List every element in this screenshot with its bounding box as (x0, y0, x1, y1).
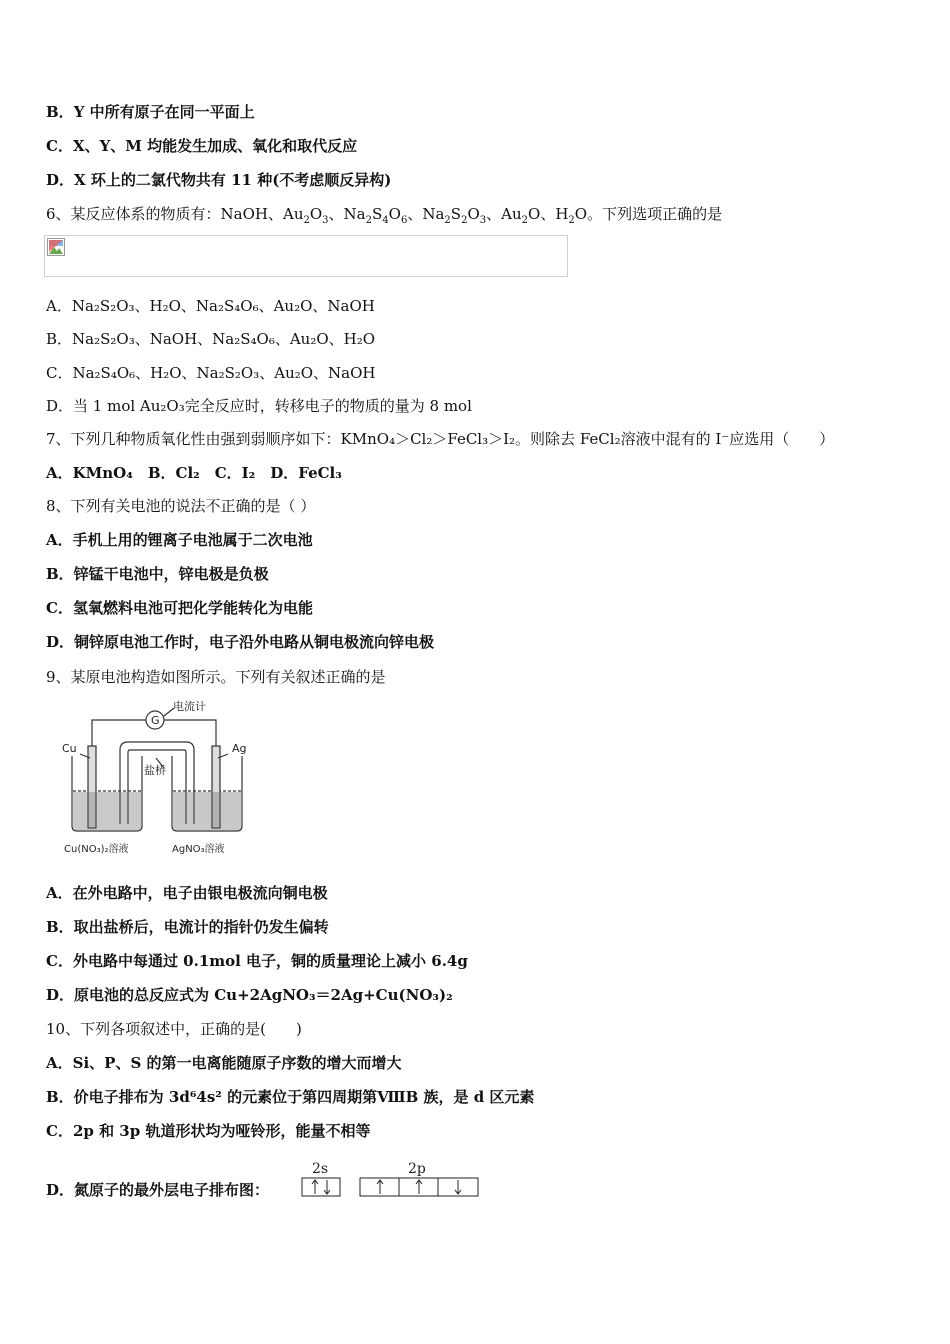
option-label: B． (46, 103, 74, 121)
option-label: C． (46, 137, 73, 155)
q10-option-b: B．价电子排布为 3d⁶4s² 的元素位于第四周期第ⅧB 族，是 d 区元素 (46, 1088, 535, 1106)
q5-option-d (46, 170, 391, 190)
arrow-up (377, 1180, 383, 1194)
galvanometer-label: G (151, 714, 160, 727)
cu-label: Cu (62, 742, 77, 755)
subscript: 6 (400, 215, 408, 226)
q6-stem-part: O (309, 205, 323, 223)
option-label: D． (46, 171, 75, 189)
arrow-down (324, 1180, 330, 1194)
q6-stem-part: O、H (528, 205, 569, 223)
q5-option-b (46, 102, 255, 122)
right-solution (173, 792, 241, 830)
salt-bridge-label: 盐桥 (144, 764, 166, 777)
subscript: 3 (479, 215, 487, 226)
q10-option-d: D．氮原子的最外层电子排布图： (46, 1181, 270, 1199)
q6-option-d: D．当 1 mol Au₂O₃完全反应时，转移电子的物质的量为 8 mol (46, 397, 472, 415)
option-text: X 环上的二氯代物共有 11 种(不考虑顺反异构) (74, 171, 392, 189)
q9-stem: 9、某原电池构造如图所示。下列有关叙述正确的是 (46, 668, 386, 686)
q6-stem (46, 204, 722, 231)
subscript: 4 (382, 215, 389, 226)
q9-option-a: A．在外电路中，电子由银电极流向铜电极 (46, 884, 328, 902)
ag-label: Ag (232, 742, 247, 755)
q7-stem: 7、下列几种物质氧化性由强到弱顺序如下：KMnO₄＞Cl₂＞FeCl₃＞I₂。则除去 FeCl₂溶液中混有的 I⁻应选用（ ） (46, 430, 835, 448)
option-text: Y 中所有原子在同一平面上 (73, 103, 255, 121)
option-text: X、Y、M 均能发生加成、氧化和取代反应 (72, 137, 358, 155)
subscript: 2 (303, 215, 310, 226)
arrow-up (416, 1180, 422, 1194)
meter-label: 电流计 (173, 700, 206, 713)
arrow-up (312, 1180, 318, 1194)
subscript: 2 (444, 215, 451, 226)
q9-option-c: C．外电路中每通过 0.1mol 电子，铜的质量理论上减小 6.4g (46, 952, 468, 970)
broken-image-placeholder (44, 235, 568, 277)
q8-option-d: D．铜锌原电池工作时，电子沿外电路从铜电极流向锌电极 (46, 633, 435, 651)
q8-option-a: A．手机上用的锂离子电池属于二次电池 (46, 531, 313, 549)
orbital-2s-label: 2s (312, 1161, 329, 1177)
q8-option-c: C．氢氧燃料电池可把化学能转化为电能 (46, 599, 313, 617)
q5-option-c (46, 136, 357, 156)
q6-option-b: B．Na₂S₂O₃、NaOH、Na₂S₄O₆、Au₂O、H₂O (46, 330, 376, 348)
q10-option-a: A．Si、P、S 的第一电离能随原子序数的增大而增大 (46, 1054, 402, 1072)
nitrogen-orbital-diagram (300, 1158, 490, 1204)
q6-stem-part: S (450, 205, 462, 223)
q6-stem-part: O。下列选项正确的是 (574, 205, 723, 223)
arrow-down (455, 1180, 461, 1194)
q6-stem-part: O (467, 205, 480, 223)
q6-stem-part: 6、某反应体系的物质有：NaOH、Au (46, 205, 304, 223)
q7-options: A．KMnO₄ B．Cl₂ C．I₂ D．FeCl₃ (46, 464, 342, 482)
subscript: 2 (568, 215, 575, 226)
q9-option-b: B．取出盐桥后，电流计的指针仍发生偏转 (46, 918, 329, 936)
q6-stem-part: 、Au (486, 205, 522, 223)
q8-stem: 8、下列有关电池的说法不正确的是（ ） (46, 497, 316, 515)
right-solution-label: AgNO₃溶液 (172, 844, 225, 855)
q9-option-d: D．原电池的总反应式为 Cu+2AgNO₃＝2Ag+Cu(NO₃)₂ (46, 986, 453, 1004)
q6-stem-part: 、Na (328, 205, 366, 223)
subscript: 2 (461, 215, 468, 226)
q6-stem-part: 、Na (407, 205, 445, 223)
q6-option-a: A．Na₂S₂O₃、H₂O、Na₂S₄O₆、Au₂O、NaOH (46, 297, 375, 315)
q10-option-c: C．2p 和 3p 轨道形状均为哑铃形，能量不相等 (46, 1122, 371, 1140)
orbital-box-2s (302, 1178, 340, 1196)
subscript: 2 (365, 215, 372, 226)
orbital-2p-label: 2p (408, 1161, 426, 1177)
q6-stem-part: O (388, 205, 401, 223)
left-solution (73, 792, 141, 830)
left-solution-label: Cu(NO₃)₂溶液 (64, 844, 129, 855)
subscript: 2 (521, 215, 529, 226)
galvanic-cell-diagram (60, 696, 260, 866)
subscript: 3 (322, 215, 329, 226)
q8-option-b: B．锌锰干电池中，锌电极是负极 (46, 565, 269, 583)
broken-image-icon (47, 238, 65, 256)
q6-option-c: C．Na₂S₄O₆、H₂O、Na₂S₂O₃、Au₂O、NaOH (46, 364, 376, 382)
q6-stem-part: S (372, 205, 383, 223)
q10-stem: 10、下列各项叙述中，正确的是( ) (46, 1020, 302, 1038)
